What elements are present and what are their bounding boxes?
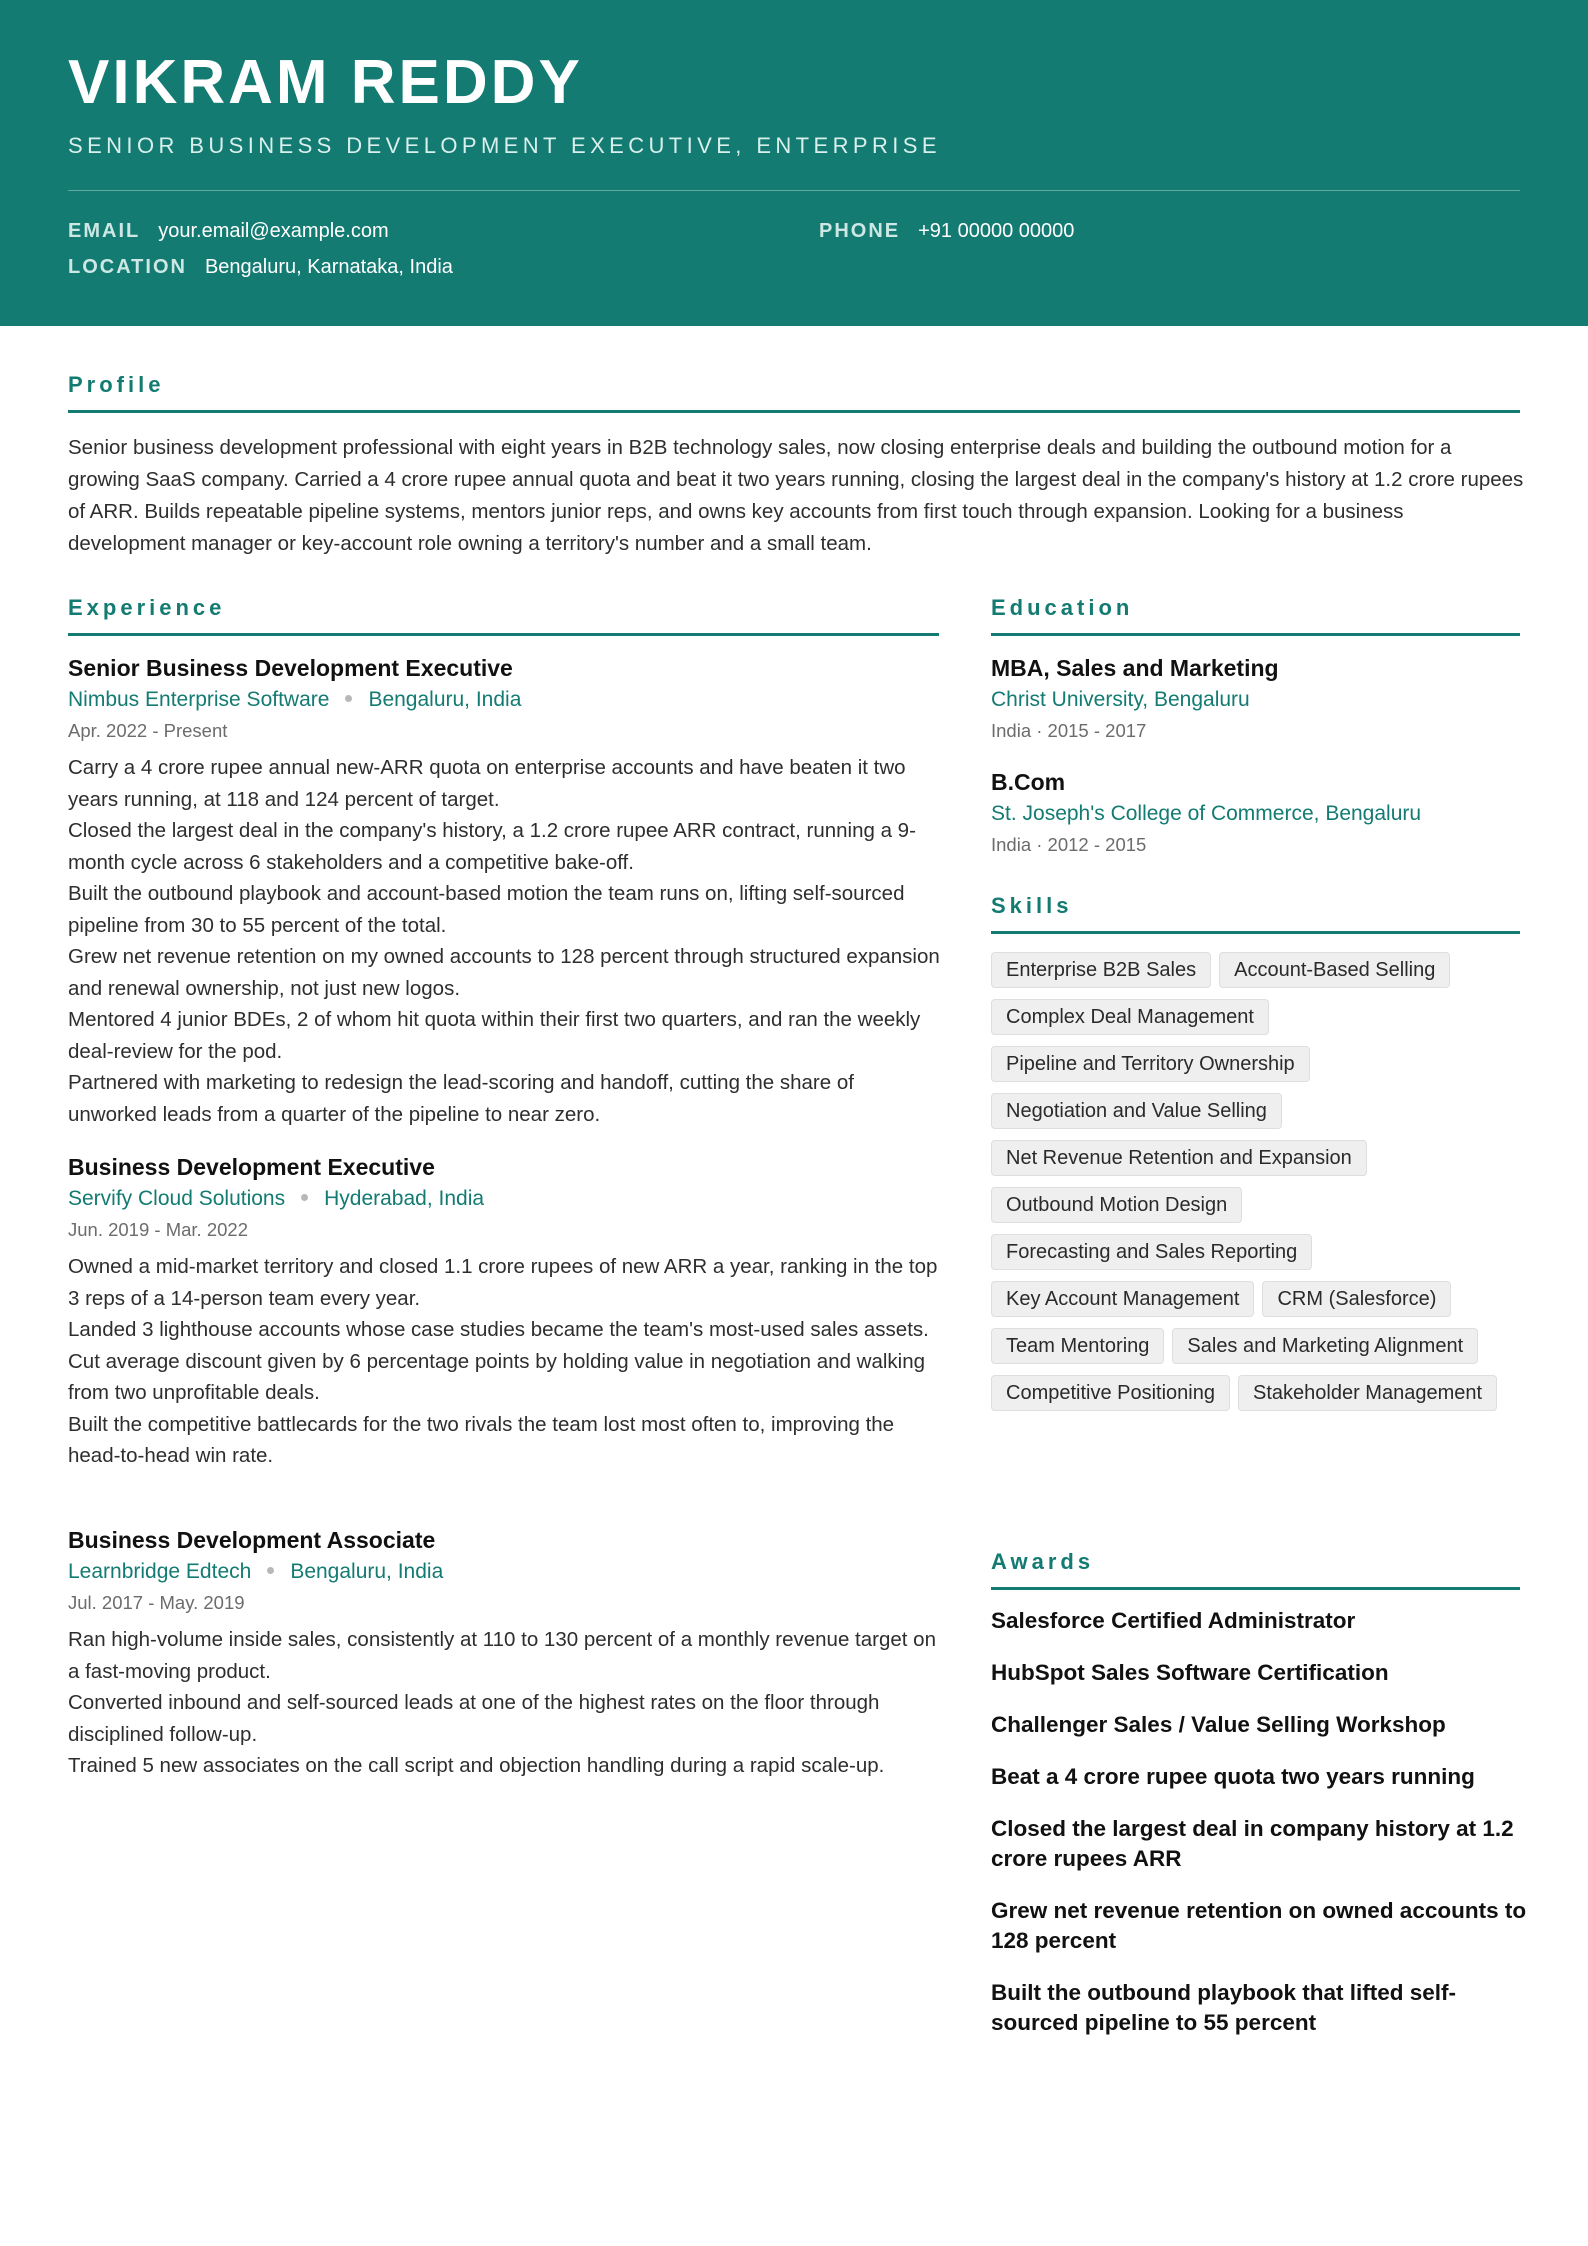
- contact-location: [68, 254, 453, 280]
- job-location: Bengaluru, India: [290, 1560, 444, 1583]
- skill-tag: Negotiation and Value Selling: [991, 1093, 1282, 1129]
- awards-divider: [991, 1587, 1520, 1590]
- contact-phone: [819, 218, 1074, 244]
- job-company: Learnbridge Edtech: [68, 1560, 252, 1583]
- job-entry: [68, 652, 943, 1130]
- education-entry: [991, 766, 1531, 860]
- awards-list: [991, 1606, 1531, 2060]
- education-degree: B.Com: [991, 769, 1066, 795]
- separator-dot-icon: [345, 695, 352, 702]
- job-dates: Apr. 2022 - Present: [68, 720, 228, 741]
- job-bullet: Mentored 4 junior BDEs, 2 of whom hit quota within their first two quarters, and ran the weekly deal-review for the pod.: [68, 1008, 921, 1063]
- job-bullet: Owned a mid-market territory and closed 1.1 crore rupees of new ARR a year, ranking in the top 3 reps of a 14-person team every year.: [68, 1255, 938, 1310]
- job-bullet: Converted inbound and self-sourced leads at one of the highest rates on the floor through disciplined follow-up.: [68, 1691, 880, 1746]
- skill-tag: Stakeholder Management: [1238, 1375, 1497, 1411]
- job-bullet: Built the outbound playbook and account-based motion the team runs on, lifting self-sourced pipeline from 30 to 55 percent of the total.: [68, 882, 905, 937]
- job-bullet: Carry a 4 crore rupee annual new-ARR quota on enterprise accounts and have beaten it two years running, at 118 and 124 percent of target.: [68, 756, 906, 811]
- skill-tag: Complex Deal Management: [991, 999, 1269, 1035]
- skill-tag: Key Account Management: [991, 1281, 1254, 1317]
- job-bullet: Built the competitive battlecards for the two rivals the team lost most often to, improving the head-to-head win rate.: [68, 1412, 895, 1467]
- job-bullet: Landed 3 lighthouse accounts whose case studies became the team's most-used sales assets.: [68, 1318, 929, 1341]
- location-label: LOCATION: [68, 256, 187, 278]
- experience-divider: [68, 633, 939, 636]
- phone-value[interactable]: +91 00000 00000: [918, 220, 1075, 242]
- separator-dot-icon: [301, 1194, 308, 1201]
- profile-summary: Senior business development professional with eight years in B2B technology sales, now closing enterprise deals and building the outbound motion for a growing SaaS company. Carried a 4 crore rupee annual quota and beat it two years running, closing the largest deal in the company's history at 1.2 crore rupees of ARR. Builds repeatable pipeline systems, mentors junior reps, and owns key accounts from first touch through expansion. Looking for a business development manager or key-account role owning a territory's number and a small team.: [68, 436, 1524, 555]
- job-bullet: Trained 5 new associates on the call script and objection handling during a rapid scale-up.: [68, 1754, 885, 1777]
- award-item: Closed the largest deal in company history at 1.2 crore rupees ARR: [991, 1816, 1514, 1871]
- education-school: Christ University, Bengaluru: [991, 688, 1250, 711]
- job-company-location: [68, 684, 943, 716]
- job-bullet: Closed the largest deal in the company's history, a 1.2 crore rupee ARR contract, running a 9-month cycle across 6 stakeholders and a competitive bake-off.: [68, 819, 916, 874]
- job-company-location: [68, 1183, 943, 1215]
- education-meta: India · 2012 - 2015: [991, 834, 1147, 855]
- contact-email: [68, 218, 389, 244]
- skills-heading: Skills: [991, 893, 1073, 918]
- candidate-name: VIKRAM REDDY: [68, 48, 583, 117]
- separator-dot-icon: [267, 1567, 274, 1574]
- award-item: HubSpot Sales Software Certification: [991, 1660, 1389, 1685]
- job-company-location: [68, 1556, 943, 1588]
- award-item: Grew net revenue retention on owned accounts to 128 percent: [991, 1898, 1527, 1953]
- job-bullet: Cut average discount given by 6 percentage points by holding value in negotiation and walking from two unprofitable deals.: [68, 1349, 926, 1404]
- email-value[interactable]: your.email@example.com: [158, 220, 389, 242]
- skills-list: [991, 952, 1531, 1411]
- education-meta: India · 2015 - 2017: [991, 720, 1147, 741]
- award-item: Built the outbound playbook that lifted self-sourced pipeline to 55 percent: [991, 1980, 1456, 2035]
- job-title: Business Development Executive: [68, 1154, 435, 1180]
- job-company: Servify Cloud Solutions: [68, 1187, 286, 1210]
- job-dates: Jun. 2019 - Mar. 2022: [68, 1219, 248, 1240]
- location-value: Bengaluru, Karnataka, India: [204, 256, 453, 278]
- job-title: Business Development Associate: [68, 1527, 436, 1553]
- job-bullet: Partnered with marketing to redesign the lead-scoring and handoff, cutting the share of unworked leads from a quarter of the pipeline to near zero.: [68, 1071, 854, 1126]
- job-title: Senior Business Development Executive: [68, 655, 513, 681]
- award-item: Challenger Sales / Value Selling Workshop: [991, 1712, 1446, 1737]
- job-company: Nimbus Enterprise Software: [68, 688, 330, 711]
- experience-heading: Experience: [68, 595, 226, 620]
- skill-tag: Competitive Positioning: [991, 1375, 1230, 1411]
- skill-tag: Sales and Marketing Alignment: [1172, 1328, 1478, 1364]
- candidate-title: SENIOR BUSINESS DEVELOPMENT EXECUTIVE, ENTERPRISE: [68, 133, 941, 158]
- award-item: Beat a 4 crore rupee quota two years running: [991, 1764, 1475, 1789]
- skill-tag: Pipeline and Territory Ownership: [991, 1046, 1310, 1082]
- skill-tag: Forecasting and Sales Reporting: [991, 1234, 1312, 1270]
- education-heading: Education: [991, 595, 1134, 620]
- profile-heading: Profile: [68, 372, 165, 397]
- email-label: EMAIL: [68, 220, 141, 242]
- job-bullet: Grew net revenue retention on my owned accounts to 128 percent through structured expansion and renewal ownership, not just new logos.: [68, 945, 940, 1000]
- skill-tag: Enterprise B2B Sales: [991, 952, 1211, 988]
- job-bullet: Ran high-volume inside sales, consistently at 110 to 130 percent of a monthly revenue target on a fast-moving product.: [68, 1628, 936, 1683]
- award-item: Salesforce Certified Administrator: [991, 1608, 1356, 1633]
- phone-label: PHONE: [819, 220, 901, 242]
- job-location: Hyderabad, India: [324, 1187, 485, 1210]
- job-location: Bengaluru, India: [368, 688, 522, 711]
- skill-tag: CRM (Salesforce): [1262, 1281, 1451, 1317]
- education-divider: [991, 633, 1520, 636]
- job-entry: [68, 1524, 943, 1782]
- job-entry: [68, 1151, 943, 1472]
- education-school: St. Joseph's College of Commerce, Bengaluru: [991, 802, 1422, 825]
- profile-divider: [68, 410, 1520, 413]
- education-degree: MBA, Sales and Marketing: [991, 655, 1279, 681]
- header-divider: [68, 190, 1520, 191]
- skill-tag: Team Mentoring: [991, 1328, 1164, 1364]
- skill-tag: Account-Based Selling: [1219, 952, 1450, 988]
- job-dates: Jul. 2017 - May. 2019: [68, 1592, 245, 1613]
- skill-tag: Outbound Motion Design: [991, 1187, 1242, 1223]
- skill-tag: Net Revenue Retention and Expansion: [991, 1140, 1367, 1176]
- education-entry: [991, 652, 1531, 746]
- awards-heading: Awards: [991, 1549, 1095, 1574]
- resume-header: [0, 0, 1588, 326]
- skills-divider: [991, 931, 1520, 934]
